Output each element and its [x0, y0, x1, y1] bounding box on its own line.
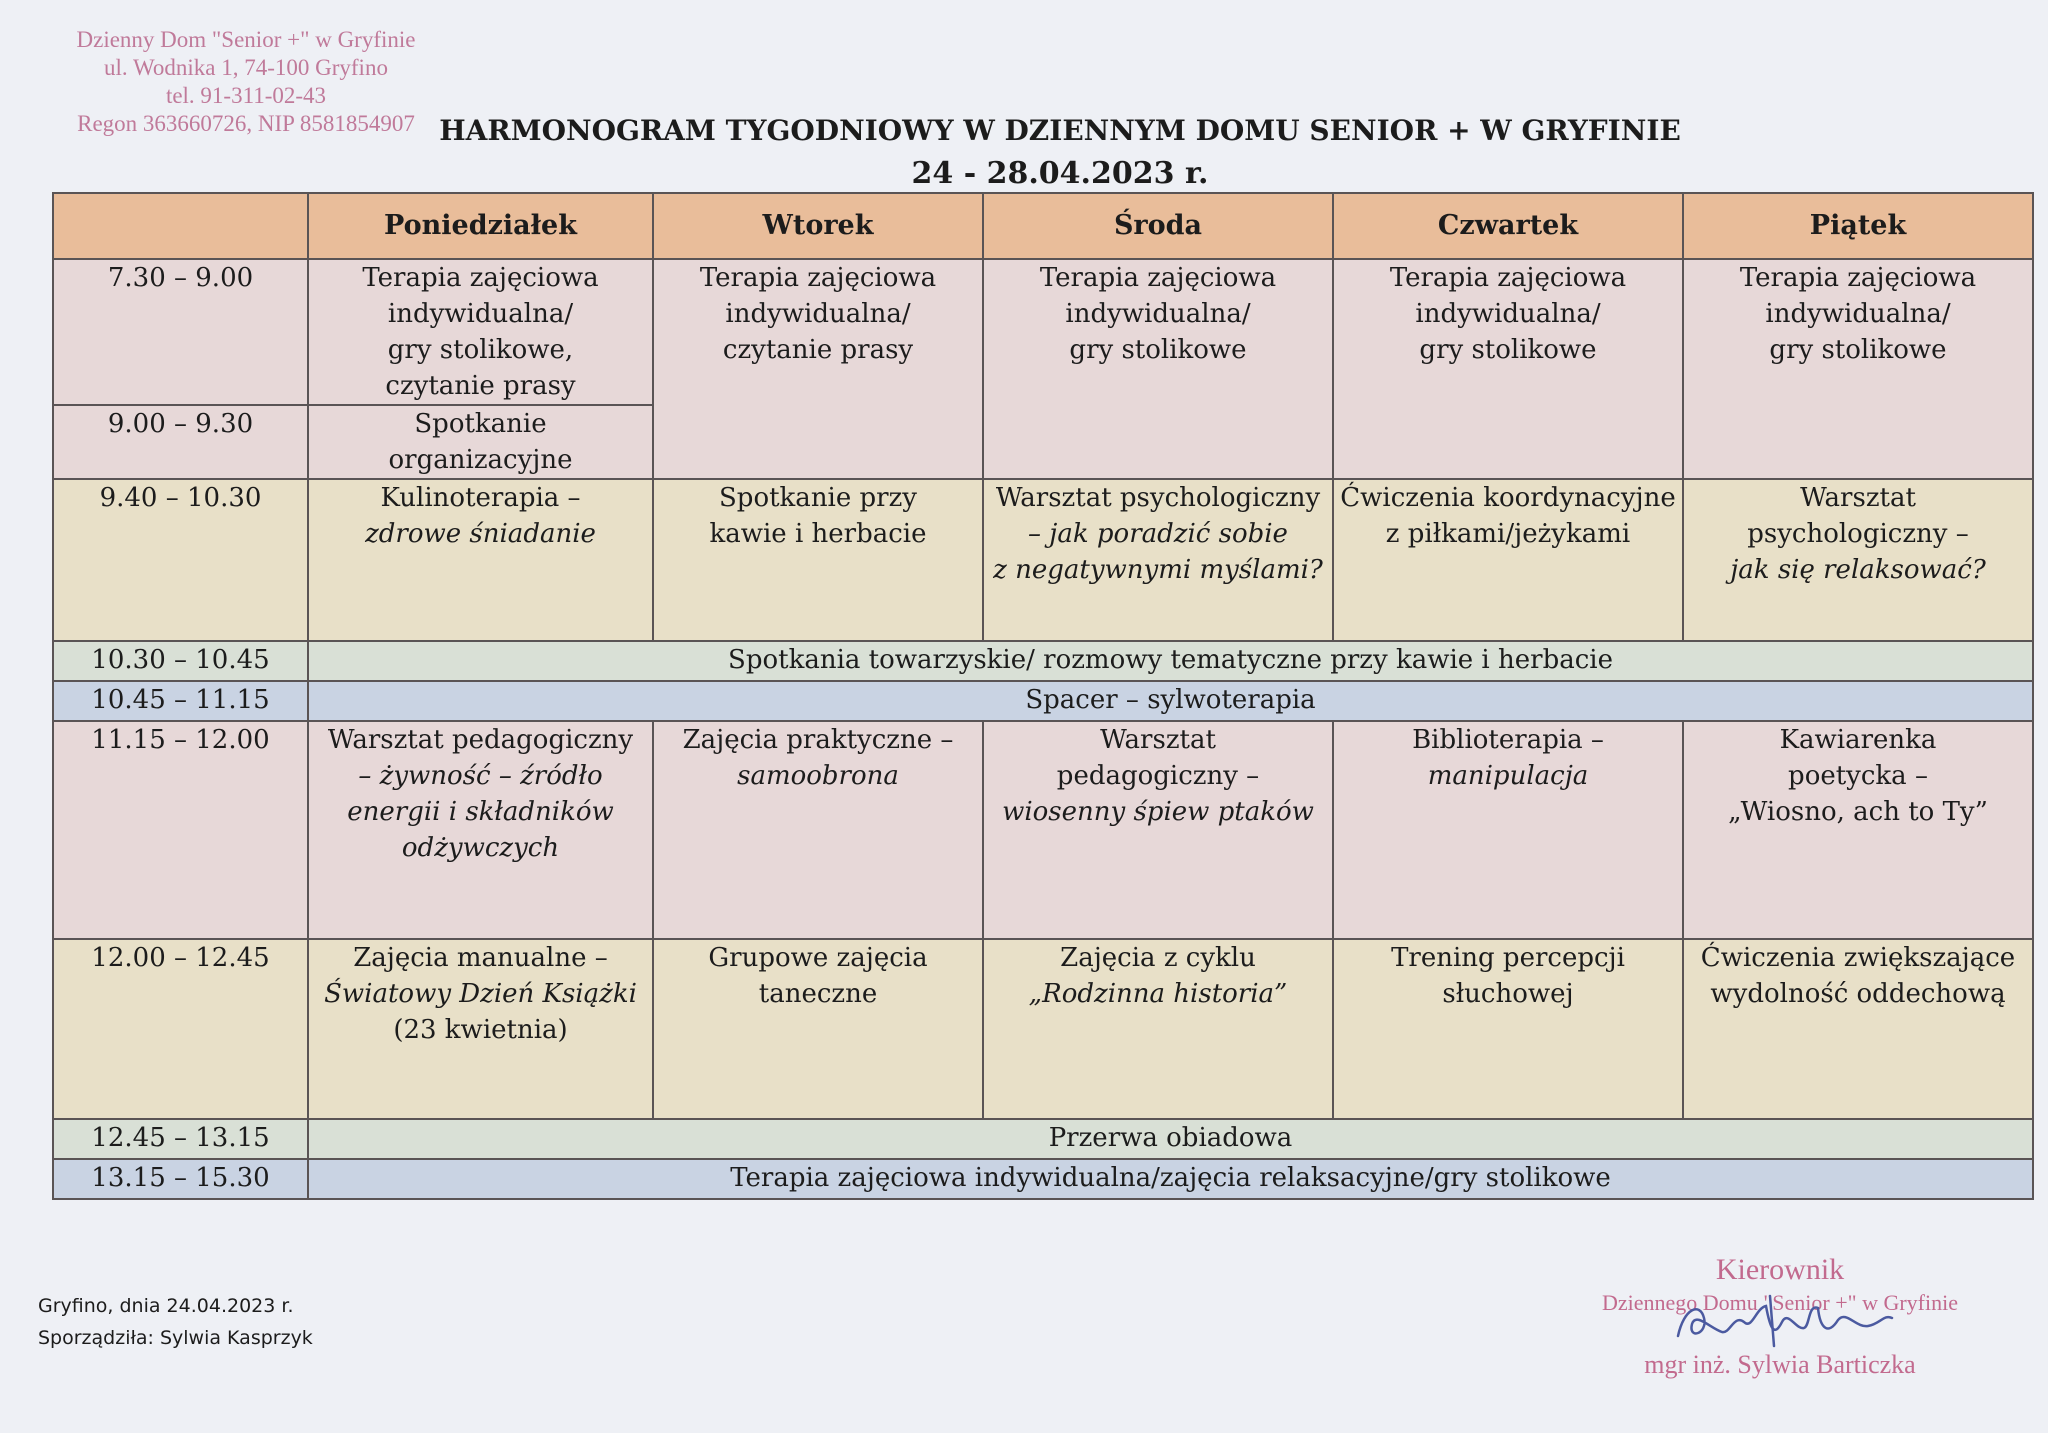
stamp-line: Dzienny Dom "Senior +" w Gryfinie: [76, 27, 416, 52]
activity-line: psychologiczny –: [1747, 519, 1969, 549]
day-header: Czwartek: [1333, 193, 1683, 259]
activity-line: czytanie prasy: [385, 371, 576, 401]
table-row: [53, 681, 2033, 721]
activity-line: indywidualna/: [1415, 299, 1601, 329]
place-date: Gryfino, dnia 24.04.2023 r.: [38, 1295, 294, 1317]
activity-line: – żywność – źródło: [358, 761, 603, 791]
activity-cell: [308, 721, 653, 939]
activity-cell: [983, 259, 1333, 479]
activity-line: Zajęcia z cyklu: [1060, 943, 1256, 973]
activity-line: gry stolikowe,: [387, 335, 574, 365]
time-cell: 9.40 – 10.30: [53, 479, 308, 641]
activity-cell: [1333, 479, 1683, 641]
time-cell: 11.15 – 12.00: [53, 721, 308, 939]
activity-line: indywidualna/: [387, 299, 574, 329]
activity-cell: [653, 479, 983, 641]
activity-line: pedagogiczny –: [1056, 761, 1260, 791]
activity-line: indywidualna/: [1065, 299, 1251, 329]
page-title: HARMONOGRAM TYGODNIOWY W DZIENNYM DOMU SENIOR + W GRYFINIE: [439, 114, 1681, 147]
activity-line: „Rodzinna historia”: [1028, 979, 1288, 1009]
date-range: 24 - 28.04.2023 r.: [911, 156, 1209, 191]
activity-line: organizacyjne: [388, 445, 573, 475]
activity-line: Grupowe zajęcia: [708, 943, 928, 973]
activity-line: Warsztat: [1100, 725, 1216, 755]
activity-line: Terapia zajęciowa: [699, 263, 937, 293]
activity-line: Warsztat psychologiczny: [995, 483, 1321, 513]
table-row: [53, 259, 2033, 405]
activity-cell: [1333, 259, 1683, 479]
time-cell: 12.45 – 13.15: [53, 1119, 308, 1159]
activity-line: „Wiosno, ach to Ty”: [1728, 797, 1988, 827]
activity-line: gry stolikowe: [1069, 335, 1247, 365]
activity-cell: [308, 405, 653, 479]
activity-cell: [653, 259, 983, 479]
table-row: [53, 479, 2033, 641]
table-row: [53, 721, 2033, 939]
activity-cell: [308, 259, 653, 405]
time-cell: 9.00 – 9.30: [53, 405, 308, 479]
activity-cell: [1333, 721, 1683, 939]
time-cell: 10.30 – 10.45: [53, 641, 308, 681]
day-header: Poniedziałek: [308, 193, 653, 259]
activity-line: Zajęcia manualne –: [353, 943, 608, 973]
activity-line: Zajęcia praktyczne –: [682, 725, 954, 755]
activity-line: Spotkanie przy: [719, 483, 917, 513]
activity-line: poetycka –: [1788, 761, 1928, 791]
activity-line: gry stolikowe: [1769, 335, 1947, 365]
institution-stamp: [60, 26, 432, 138]
activity-line: manipulacja: [1427, 761, 1589, 791]
handwritten-signature: [1670, 1288, 1900, 1358]
stamp-name: mgr inż. Sylwia Barticzka: [1644, 1350, 1916, 1379]
activity-line: Terapia zajęciowa: [1039, 263, 1277, 293]
activity-line: Terapia zajęciowa: [1739, 263, 1977, 293]
activity-line: Warsztat pedagogiczny: [327, 725, 634, 755]
activity-line: odżywczych: [401, 833, 560, 863]
activity-cell: [1333, 939, 1683, 1119]
activity-line: samoobrona: [737, 761, 899, 791]
activity-line: Terapia zajęciowa: [362, 263, 599, 293]
time-cell: 12.00 – 12.45: [53, 939, 308, 1119]
activity-line: Warsztat: [1800, 483, 1916, 513]
header-empty-cell: [53, 193, 308, 259]
band-activity: Terapia zajęciowa indywidualna/zajęcia relaksacyjne/gry stolikowe: [308, 1159, 2033, 1199]
activity-line: Trening percepcji: [1391, 943, 1625, 973]
activity-line: czytanie prasy: [722, 335, 914, 365]
footer-info: [38, 1290, 313, 1354]
time-cell: 7.30 – 9.00: [53, 259, 308, 405]
activity-line: Terapia zajęciowa: [1389, 263, 1627, 293]
header-row: [53, 193, 2033, 259]
table-row: [53, 641, 2033, 681]
time-cell: 13.15 – 15.30: [53, 1159, 308, 1199]
activity-cell: [983, 721, 1333, 939]
activity-line: z piłkami/jeżykami: [1385, 519, 1631, 549]
activity-line: gry stolikowe: [1419, 335, 1597, 365]
activity-cell: [983, 939, 1333, 1119]
table-row: [53, 939, 2033, 1119]
activity-line: Ćwiczenia koordynacyjne: [1340, 483, 1676, 513]
table-row: [53, 1159, 2033, 1199]
activity-cell: [653, 721, 983, 939]
stamp-line: Regon 363660726, NIP 8581854907: [77, 111, 415, 136]
activity-line: wiosenny śpiew ptaków: [1002, 797, 1314, 827]
activity-line: Kulinoterapia –: [380, 483, 581, 513]
activity-cell: [1683, 479, 2033, 641]
activity-cell: [983, 479, 1333, 641]
activity-cell: [308, 939, 653, 1119]
band-activity: Spotkania towarzyskie/ rozmowy tematyczne przy kawie i herbacie: [308, 641, 2033, 681]
stamp-line: ul. Wodnika 1, 74-100 Gryfino: [104, 55, 388, 80]
activity-cell: [1683, 259, 2033, 479]
activity-line: zdrowe śniadanie: [365, 519, 596, 549]
activity-line: indywidualna/: [725, 299, 911, 329]
activity-line: – jak poradzić sobie: [1028, 519, 1288, 549]
band-activity: Spacer – sylwoterapia: [308, 681, 2033, 721]
band-activity: Przerwa obiadowa: [308, 1119, 2033, 1159]
day-header: Wtorek: [653, 193, 983, 259]
time-cell: 10.45 – 11.15: [53, 681, 308, 721]
activity-line: słuchowej: [1442, 979, 1574, 1009]
activity-line: Światowy Dzień Książki: [324, 979, 637, 1009]
activity-cell: [653, 939, 983, 1119]
stamp-org: Dziennego Domu "Senior +" w Gryfinie: [1601, 1290, 1959, 1315]
activity-line: Kawiarenka: [1779, 725, 1937, 755]
activity-line: Spotkanie: [414, 409, 547, 439]
stamp-role: Kierownik: [1715, 1253, 1845, 1286]
signature-stroke: [1678, 1306, 1892, 1336]
activity-line: indywidualna/: [1765, 299, 1951, 329]
activity-line: (23 kwietnia): [393, 1015, 568, 1045]
prepared-by: Sporządziła: Sylwia Kasprzyk: [38, 1327, 313, 1349]
schedule-table: [52, 192, 2034, 1200]
activity-cell: [308, 479, 653, 641]
activity-line: jak się relaksować?: [1730, 555, 1986, 585]
activity-cell: [1683, 939, 2033, 1119]
activity-line: Ćwiczenia zwiększające: [1700, 943, 2016, 973]
activity-line: taneczne: [758, 979, 878, 1009]
stamp-line: tel. 91-311-02-43: [165, 83, 327, 108]
activity-line: kawie i herbacie: [709, 519, 927, 549]
activity-line: energii i składników: [347, 797, 614, 827]
activity-line: z negatywnymi myślami?: [993, 555, 1323, 585]
activity-cell: [1683, 721, 2033, 939]
day-header: Środa: [983, 193, 1333, 259]
day-header: Piątek: [1683, 193, 2033, 259]
activity-line: Biblioterapia –: [1412, 725, 1604, 755]
table-row: [53, 1119, 2033, 1159]
activity-line: wydolność oddechową: [1710, 979, 2006, 1009]
